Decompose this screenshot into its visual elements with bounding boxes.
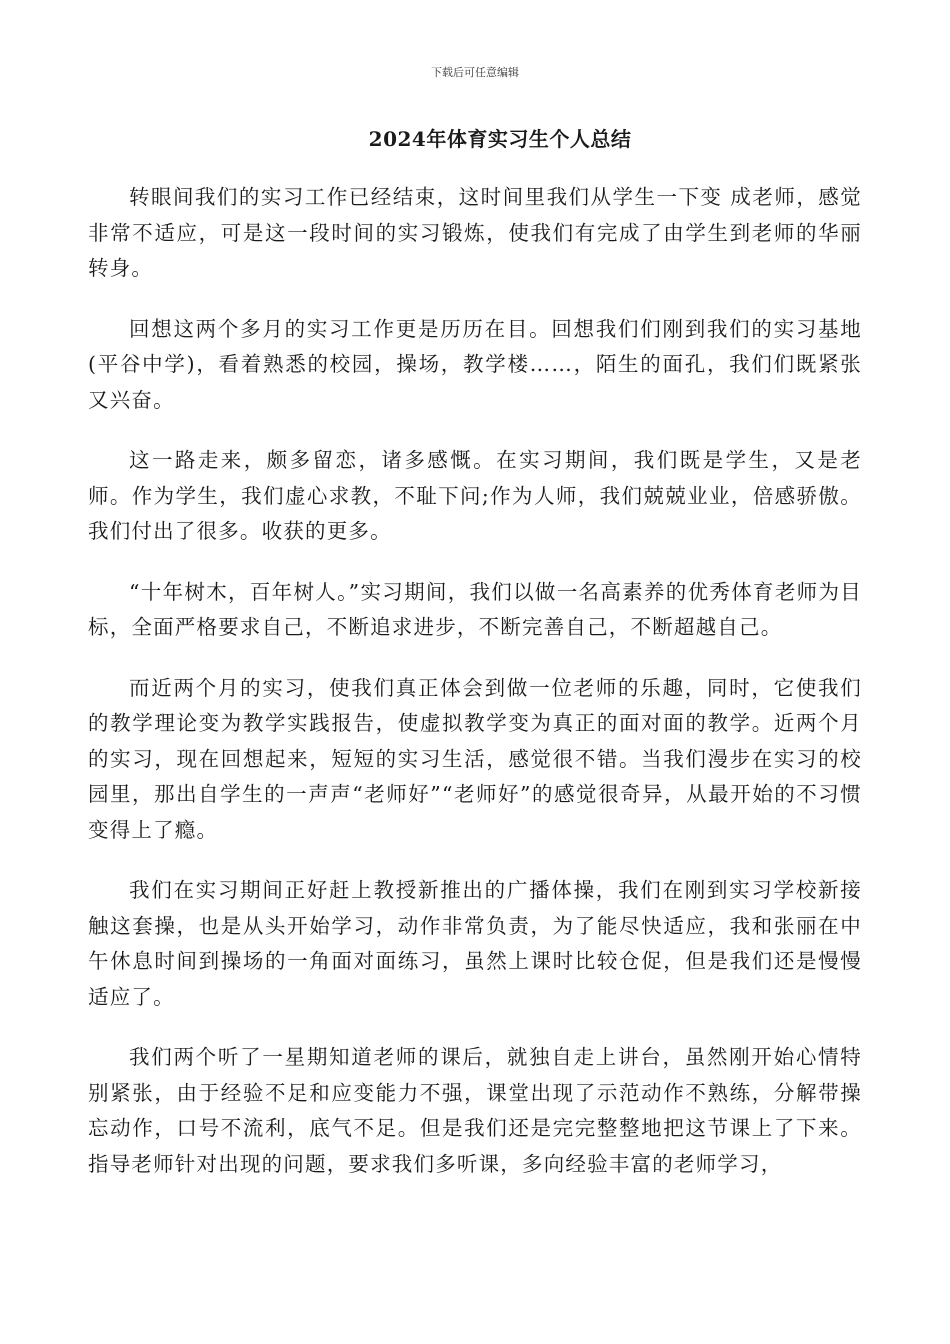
document-title: 2024年体育实习生个人总结 xyxy=(368,127,632,151)
paragraph-7: 我们两个听了一星期知道老师的课后，就独自走上讲台，虽然刚开始心情特别紧张，由于经验不足和应变能力不强，课堂出现了示范动作不熟练，分解带操忘动作，口号不流利，底气不足。但是我们还是完完整整地把这节课上了下来。指导老师针对出现的问题，要求我们多听课，多向经验丰富的老师学习， xyxy=(88,1045,862,1176)
paragraph-4: “十年树木，百年树人。”实习期间，我们以做一名高素养的优秀体育老师为目标，全面严格要求自己，不断追求进步，不断完善自己，不断超越自己。 xyxy=(88,579,862,639)
paragraph-1: 转眼间我们的实习工作已经结束，这时间里我们从学生一下变 成老师，感觉非常不适应，可是这一段时间的实习锻炼，使我们有完成了由学生到老师的华丽转身。 xyxy=(88,185,862,280)
document-body xyxy=(88,180,862,1207)
paragraph-6: 我们在实习期间正好赶上教授新推出的广播体操，我们在刚到实习学校新接触这套操，也是从头开始学习，动作非常负责，为了能尽快适应，我和张丽在中午休息时间到操场的一角面对面练习，虽然上课时比较仓促，但是我们还是慢慢适应了。 xyxy=(88,878,862,1009)
paragraph-3: 这一路走来，颇多留恋，诸多感慨。在实习期间，我们既是学生，又是老师。作为学生，我们虚心求教，不耻下问;作为人师，我们兢兢业业，倍感骄傲。我们付出了很多。收获的更多。 xyxy=(88,448,862,543)
header-note: 下载后可任意编辑 xyxy=(431,66,519,79)
paragraph-5: 而近两个月的实习，使我们真正体会到做一位老师的乐趣，同时，它使我们的教学理论变为教学实践报告，使虚拟教学变为真正的面对面的教学。近两个月的实习，现在回想起来，短短的实习生活，感觉很不错。当我们漫步在实习的校园里，那出自学生的一声声“老师好”“老师好”的感觉很奇异，从最开始的不习惯变得上了瘾。 xyxy=(88,675,862,842)
paragraph-2: 回想这两个多月的实习工作更是历历在目。回想我们们刚到我们的实习基地(平谷中学)，看着熟悉的校园，操场，教学楼……，陌生的面孔，我们们既紧张又兴奋。 xyxy=(88,316,862,412)
